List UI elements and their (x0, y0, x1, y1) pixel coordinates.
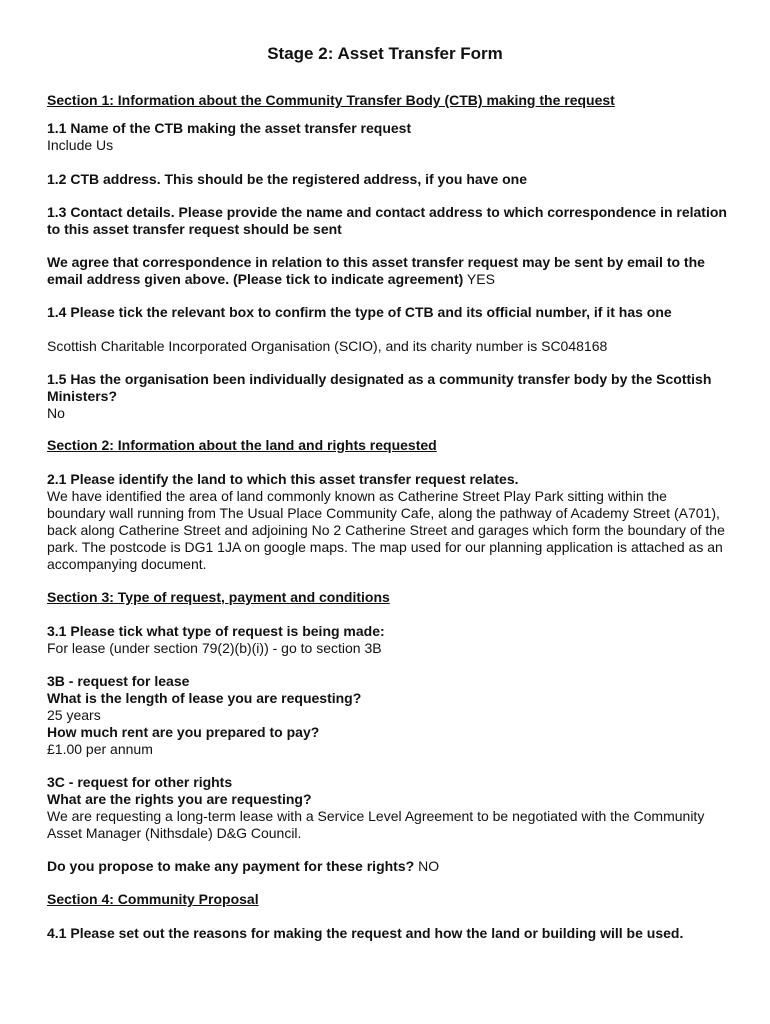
answer-3b-rent: £1.00 per annum (47, 741, 153, 757)
answer-3b-lease-length: 25 years (47, 707, 101, 723)
question-1-3: 1.3 Contact details. Please provide the name and contact address to which correspondence in relation to this asset transfer request should be sent (47, 204, 727, 237)
question-3c-rights: What are the rights you are requesting? (47, 791, 312, 807)
answer-1-4: Scottish Charitable Incorporated Organisation (SCIO), and its charity number is SC048168 (47, 338, 608, 354)
agreement-statement (47, 254, 727, 288)
section-1-heading: Section 1: Information about the Community Transfer Body (CTB) making the request (47, 92, 615, 108)
answer-3-1: For lease (under section 79(2)(b)(i)) - go to section 3B (47, 640, 382, 656)
section-4-heading: Section 4: Community Proposal (47, 891, 259, 907)
question-1-2: 1.2 CTB address. This should be the registered address, if you have one (47, 171, 528, 187)
answer-1-1: Include Us (47, 137, 114, 153)
question-1-1: 1.1 Name of the CTB making the asset transfer request (47, 120, 412, 136)
question-3c-payment: Do you propose to make any payment for these rights? (47, 858, 415, 874)
heading-3c: 3C - request for other rights (47, 774, 233, 790)
heading-3b: 3B - request for lease (47, 673, 190, 689)
answer-3c-payment: NO (418, 858, 440, 874)
form-title: Stage 2: Asset Transfer Form (267, 44, 503, 63)
answer-2-1: We have identified the area of land commonly known as Catherine Street Play Park sitting within the boundary wall running from The Usual Place Community Cafe, along the pathway of Academy Street (A701), back along Catherine Street and adjoining No 2 Catherine Street and garages which form the boundary of the park. The postcode is DG1 1JA on google maps. The map used for our planning application is attached as an accompanying document. (47, 488, 725, 572)
payment-question-row (47, 858, 727, 875)
question-3b-rent: How much rent are you prepared to pay? (47, 724, 320, 740)
question-2-1: 2.1 Please identify the land to which this asset transfer request relates. (47, 471, 519, 487)
question-3-1: 3.1 Please tick what type of request is being made: (47, 623, 385, 639)
question-1-4: 1.4 Please tick the relevant box to confirm the type of CTB and its official number, if it has one (47, 304, 672, 320)
section-3-heading: Section 3: Type of request, payment and conditions (47, 589, 390, 605)
answer-1-5: No (47, 405, 65, 421)
question-1-5: 1.5 Has the organisation been individually designated as a community transfer body by the Scottish Ministers? (47, 371, 712, 404)
answer-3c-rights: We are requesting a long-term lease with a Service Level Agreement to be negotiated with the Community Asset Manager (Nithsdale) D&G Council. (47, 808, 705, 841)
question-4-1: 4.1 Please set out the reasons for making the request and how the land or building will be used. (47, 925, 684, 941)
question-3b-lease-length: What is the length of lease you are requesting? (47, 690, 362, 706)
section-2-heading: Section 2: Information about the land and rights requested (47, 437, 437, 453)
agreement-text: We agree that correspondence in relation to this asset transfer request may be sent by email to the email address given above. (Please tick to indicate agreement) (47, 254, 705, 287)
agreement-answer: YES (466, 271, 495, 287)
